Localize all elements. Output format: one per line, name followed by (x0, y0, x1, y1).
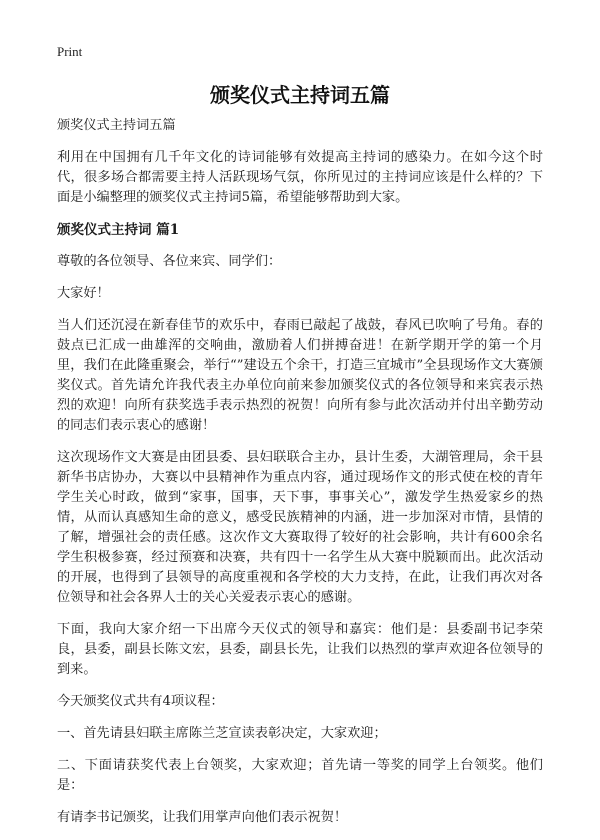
paragraph-agenda-item-2: 二、下面请获奖代表上台领奖，大家欢迎；首先请一等奖的同学上台领奖。他们是： (57, 758, 543, 793)
print-link[interactable]: Print (57, 44, 83, 59)
page-title: 颁奖仪式主持词五篇 (210, 83, 390, 107)
paragraph-guests: 下面，我向大家介绍一下出席今天仪式的领导和嘉宾：他们是：县委副书记李荣良，县委，副县长陈文宏，县委，副县长先，让我们以热烈的掌声欢迎各位领导的到来。 (57, 622, 543, 677)
paragraph-contest-summary: 这次现场作文大赛是由团县委、县妇联联合主办，县计生委，大湖管理局，余干县新华书店协办，大赛以中县精神作为重点内容，通过现场作文的形式使在校的青年学生关心时政，做到“家事，国事，天下事，事事关心”，激发学生热爱家乡的热情，从而认真感知生命的意义，感受民族精神的内涵，进一步加深对市情，县情的了解，增强社会的责任感。这次作文大赛取得了较好的社会影响，共计有600余名学生积极参赛，经过预赛和决赛，共有四十一名学生从大赛中脱颖而出。此次活动的开展，也得到了县领导的高度重视和各学校的大力支持，在此，让我们再次对各位领导和社会各界人士的关心关爱表示衷心的感谢。 (57, 450, 543, 605)
intro-paragraph: 利用在中国拥有几千年文化的诗词能够有效提高主持词的感染力。在如今这个时代，很多场合都需要主持人活跃现场气氛，你所见过的主持词应该是什么样的？下面是小编整理的颁奖仪式主持词5篇，希望能够帮助到大家。 (57, 150, 543, 205)
paragraph-agenda-item-1: 一、首先请县妇联主席陈兰芝宣读表彰决定，大家欢迎； (57, 726, 387, 741)
section-heading: 颁奖仪式主持词 篇1 (57, 222, 180, 238)
paragraph-hello: 大家好！ (57, 286, 110, 301)
paragraph-opening: 当人们还沉浸在新春佳节的欢乐中，春雨已敲起了战鼓，春风已吹响了号角。春的鼓点已汇成一曲雄浑的交响曲，激励着人们拼搏奋进！在新学期开学的第一个月里，我们在此隆重聚会，举行“”建设五个余干，打造三宜城市”全县现场作文大赛颁奖仪式。首先请允许我代表主办单位向前来参加颁奖仪式的各位领导和来宾表示热烈的欢迎！向所有获奖选手表示热烈的祝贺！向所有参与此次活动并付出辛勤劳动的同志们表示衷心的感谢！ (57, 318, 543, 433)
document-subtitle: 颁奖仪式主持词五篇 (57, 118, 176, 133)
paragraph-award-presenter: 有请李书记颁奖，让我们用掌声向他们表示祝贺！ (57, 810, 348, 825)
document-body (57, 116, 543, 840)
paragraph-greeting: 尊敬的各位领导、各位来宾、同学们： (57, 254, 282, 269)
paragraph-agenda: 今天颁奖仪式共有4项议程： (57, 694, 224, 709)
